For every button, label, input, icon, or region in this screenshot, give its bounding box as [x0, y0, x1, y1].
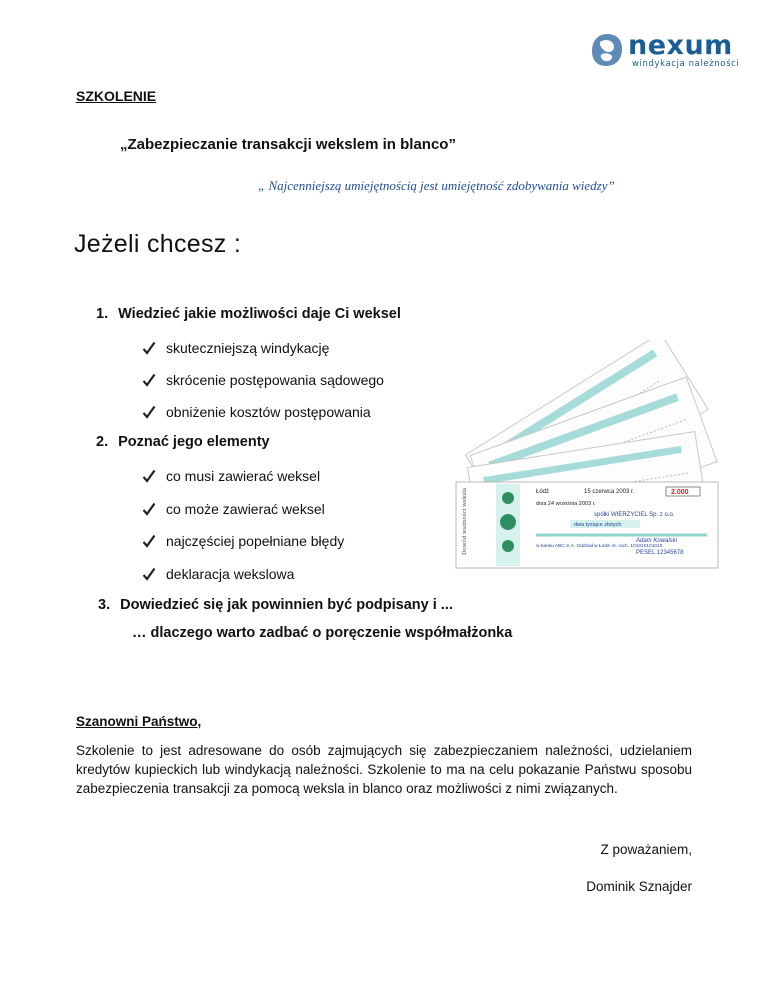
- list-item: [142, 533, 344, 549]
- bill-signer: Adam Kowalski: [636, 538, 678, 544]
- section-1-heading: [96, 306, 401, 322]
- list-item-text: skuteczniejszą windykację: [166, 340, 330, 356]
- bill-of-exchange-illustration: [452, 340, 720, 580]
- list-item: [142, 404, 371, 420]
- bill-city: Łódź: [536, 489, 550, 495]
- list-item: [142, 372, 384, 388]
- bill-due-date: dnia 24 września 2003 r.: [536, 501, 596, 507]
- checkmark-icon: [142, 502, 156, 516]
- document-label: SZKOLENIE: [76, 88, 157, 104]
- checkmark-icon: [142, 341, 156, 355]
- letter-signature: Dominik Sznajder: [586, 879, 692, 894]
- nexum-logo: [590, 32, 740, 72]
- list-item-text: obniżenie kosztów postępowania: [166, 404, 371, 420]
- svg-text:Dowód ważności weksla: Dowód ważności weksla: [462, 487, 468, 555]
- logo-brand: nexum: [628, 30, 733, 61]
- checkmark-icon: [142, 534, 156, 548]
- checkmark-icon: [142, 567, 156, 581]
- list-item-text: co musi zawierać weksel: [166, 468, 321, 484]
- list-item: [142, 468, 320, 484]
- bill-payee: spółki WIERZYCIEL Sp. z o.o.: [594, 512, 675, 518]
- section-3-heading: [98, 597, 453, 613]
- letter-body: Szkolenie to jest adresowane do osób zajmujących się zabezpieczaniem należności, udzielaniem kredytów kupieckich lub windykacją należności. Szkolenie to ma na celu pokazanie Państwu sposobu zabezpieczenia transakcji za pomocą weksla in blanco oraz możliwości z nimi związanych.: [76, 743, 692, 796]
- bill-amount-words: dwa tysiące złotych: [574, 522, 622, 528]
- letter-greeting: Szanowni Państwo,: [76, 714, 202, 729]
- section-3-continuation: … dlaczego warto zadbać o poręczenie współmałżonka: [132, 625, 513, 641]
- list-item-text: najczęściej popełniane błędy: [166, 533, 345, 549]
- bill-amount: 2.000: [671, 489, 689, 496]
- list-item-text: skrócenie postępowania sądowego: [166, 372, 384, 388]
- list-item: [142, 340, 329, 356]
- list-item: [142, 501, 325, 517]
- section-number: 1.: [96, 306, 109, 322]
- section-title: Poznać jego elementy: [118, 434, 270, 450]
- checkmark-icon: [142, 373, 156, 387]
- bill-date: 15 czerwca 2003 r.: [584, 489, 635, 495]
- section-title: Wiedzieć jakie możliwości daje Ci weksel: [118, 306, 401, 322]
- checkmark-icon: [142, 469, 156, 483]
- nexum-logo-mark-icon: [590, 32, 624, 68]
- intro-heading: Jeżeli chcesz :: [74, 230, 242, 258]
- checkmark-icon: [142, 405, 156, 419]
- list-item: [142, 566, 294, 582]
- section-2-heading: [96, 434, 270, 450]
- list-item-text: deklaracja wekslowa: [166, 566, 295, 582]
- section-number: 2.: [96, 434, 109, 450]
- section-number: 3.: [98, 597, 111, 613]
- letter-closing: Z poważaniem,: [600, 842, 692, 857]
- list-item-text: co może zawierać weksel: [166, 501, 325, 517]
- bill-id-note: PESEL 12345678: [636, 550, 684, 556]
- bill-bank: w banku ABC S.A. Oddział w Łodzi nr. rach. 101010101010: [536, 544, 663, 549]
- training-title: „Zabezpieczanie transakcji wekslem in blanco”: [120, 136, 456, 153]
- logo-tagline: windykacja należności: [632, 59, 740, 69]
- section-title: Dowiedzieć się jak powinnien być podpisany i ...: [120, 597, 453, 613]
- bill-sheet-front: [456, 482, 718, 568]
- motto-quote: „ Najcenniejszą umiejętnością jest umiejętność zdobywania wiedzy”: [258, 178, 615, 193]
